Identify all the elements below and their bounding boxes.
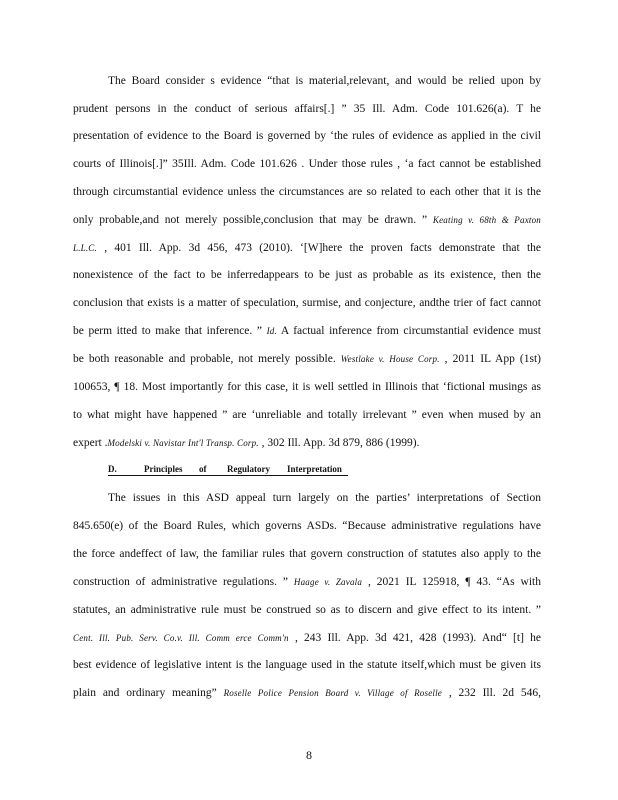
line-text: plain and ordinary meaning”: [73, 687, 224, 699]
line-text: expert .: [73, 437, 108, 449]
line-text: , 243 Ill. App. 3d 421, 428 (1993). And“ [t] he: [288, 632, 541, 644]
heading-word: of: [199, 464, 207, 474]
paragraph-line: presentation of evidence to the Board is governed by ‘the rules of evidence as applied in the civil: [73, 130, 541, 142]
case-citation: L.L.C.: [73, 243, 97, 253]
paragraph-line: [73, 631, 541, 645]
line-text: A factual inference from circumstantial evidence must: [276, 325, 541, 337]
line-text: , 401 Ill. App. 3d 456, 473 (2010). ‘[W]here the proven facts demonstrate that the: [96, 242, 541, 254]
line-text: , 2011 IL App (1st): [439, 353, 541, 365]
heading-letter: D.: [108, 464, 117, 474]
heading-word: Interpretation: [287, 464, 342, 474]
paragraph-line: through circumstantial evidence unless the circumstances are so related to each other that it is the: [73, 186, 541, 198]
line-text: , 302 Ill. App. 3d 879, 886 (1999).: [258, 437, 420, 449]
paragraph-line: prudent persons in the conduct of serious affairs[.] ” 35 Ill. Adm. Code 101.626(a). T he: [73, 103, 541, 115]
paragraph-line: best evidence of legislative intent is the language used in the statute itself,which must be given its: [73, 659, 541, 671]
line-text: be both reasonable and probable, not merely possible.: [73, 353, 341, 365]
paragraph-line: [73, 241, 541, 255]
line-text: only probable,and not merely possible,conclusion that may be drawn. ”: [73, 214, 433, 226]
paragraph-line: [73, 213, 541, 227]
paragraph-line: The issues in this ASD appeal turn largely on the parties’ interpretations of Section: [108, 492, 541, 504]
case-citation: Haage v. Zavala: [293, 577, 363, 587]
paragraph-line: 100653, ¶ 18. Most importantly for this case, it is well settled in Illinois that ‘fictional musings as: [73, 381, 541, 393]
line-text: , 232 Ill. 2d 546,: [442, 687, 541, 699]
paragraph-line: courts of Illinois[.]” 35Ill. Adm. Code 101.626 . Under those rules , ‘a fact cannot be established: [73, 158, 541, 170]
paragraph-line: the force andeffect of law, the familiar rules that govern construction of statutes also apply to the: [73, 548, 541, 560]
case-citation: Roselle Police Pension Board v. Village of Roselle: [223, 688, 442, 698]
paragraph-line: The Board consider s evidence “that is material,relevant, and would be relied upon by: [108, 75, 541, 87]
heading-word: Regulatory: [227, 464, 270, 474]
paragraph-line: [73, 324, 541, 338]
case-citation: Cent. Ill. Pub. Serv. Co.v. Ill. Comm erce Comm'n: [73, 633, 289, 643]
case-citation: Keating v. 68th & Paxton: [432, 215, 541, 225]
paragraph-line: 845.650(e) of the Board Rules, which governs ASDs. “Because administrative regulations have: [73, 520, 541, 532]
case-citation: Modelski v. Navistar Int'l Transp. Corp.: [107, 438, 259, 448]
paragraph-line: [73, 575, 541, 589]
page-number: 8: [306, 748, 312, 762]
paragraph-line: conclusion that exists is a matter of speculation, surmise, and conjecture, andthe trier of fact cannot: [73, 297, 541, 309]
section-heading: [108, 463, 348, 476]
line-text: be perm itted to make that inference. ”: [73, 325, 267, 337]
line-text: construction of administrative regulations. ”: [73, 576, 294, 588]
paragraph-line: statutes, an administrative rule must be construed so as to discern and give effect to its intent. ”: [73, 604, 541, 616]
heading-word: Principles: [144, 464, 183, 474]
line-text: , 2021 IL 125918, ¶ 43. “As with: [362, 576, 541, 588]
case-citation: Westlake v. House Corp.: [340, 354, 440, 364]
case-citation: Id.: [266, 326, 277, 336]
paragraph-line: to what might have happened ” are ‘unreliable and totally irrelevant ” even when mused by an: [73, 409, 541, 421]
paragraph-line: [73, 436, 541, 450]
paragraph-line: nonexistence of the fact to be inferredappears to be just as probable as its existence, then the: [73, 269, 541, 281]
paragraph-line: [73, 352, 541, 366]
paragraph-line: [73, 686, 541, 700]
